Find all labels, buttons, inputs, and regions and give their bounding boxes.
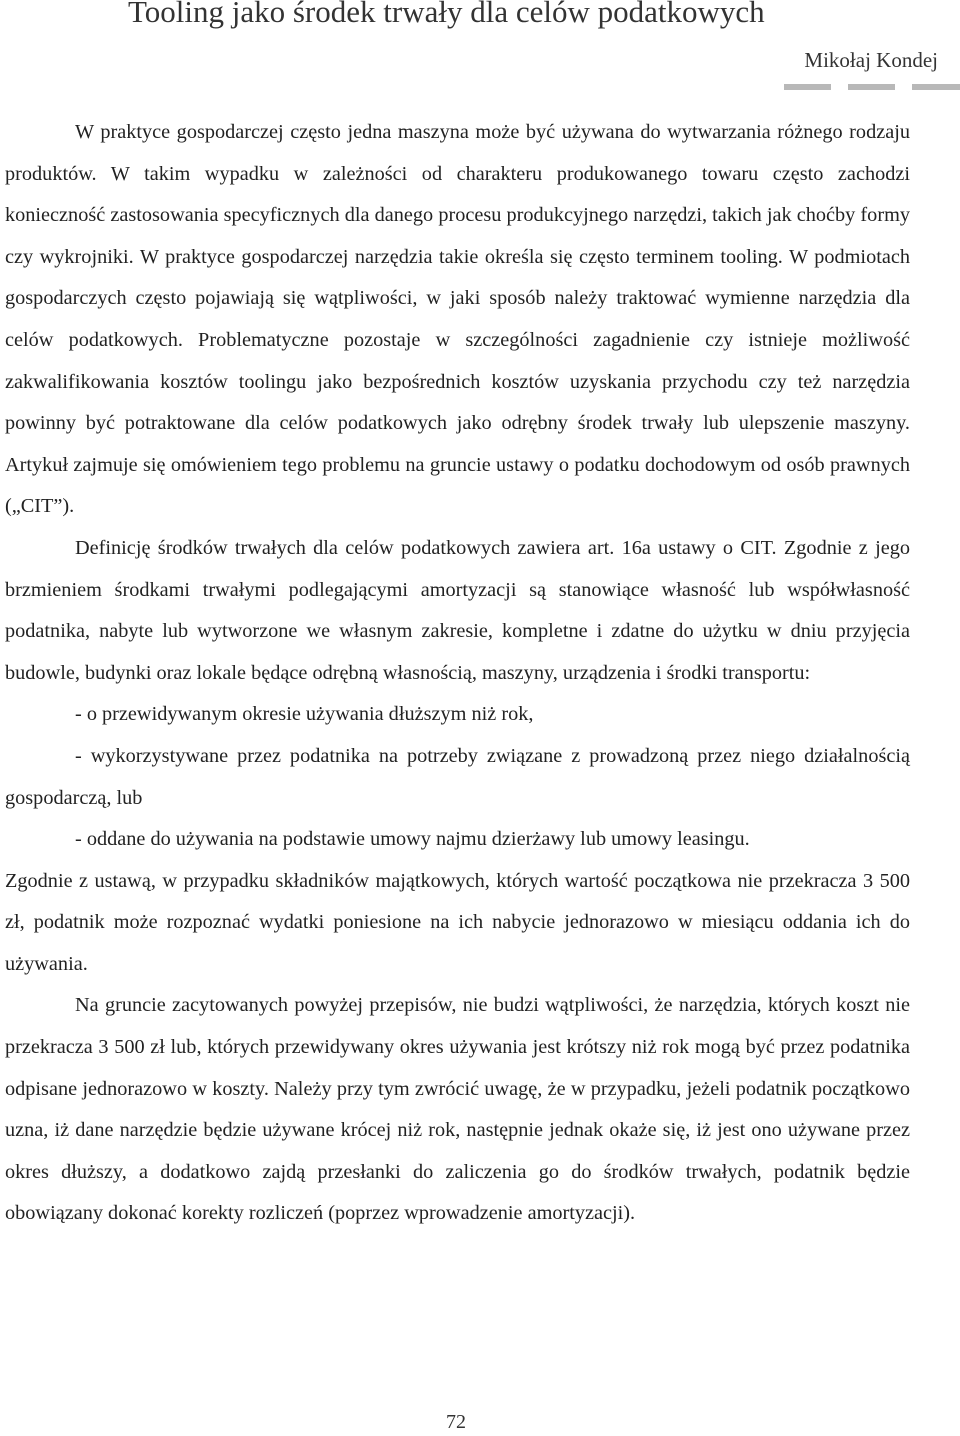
list-item-business-use: - wykorzystywane przez podatnika na potrzeby związane z prowadzoną przez niego działalnością gospodarczą, lub: [5, 744, 910, 809]
header-dashed-rule: [784, 84, 960, 92]
list-item-lease: - oddane do używania na podstawie umowy najmu dzierżawy lub umowy leasingu.: [75, 828, 750, 851]
paragraph-threshold: Zgodnie z ustawą, w przypadku składników majątkowych, których wartość początkowa nie przekracza 3 500 zł, podatnik może rozpoznać wydatki poniesione na ich nabycie jednorazowo w miesiącu oddania ich do używania.: [5, 869, 910, 975]
list-item-period: - o przewidywanym okresie używania dłuższym niż rok,: [75, 703, 534, 726]
paragraph-conclusion: Na gruncie zacytowanych powyżej przepisów, nie budzi wątpliwości, że narzędzia, których koszt nie przekracza 3 500 zł lub, których przewidywany okres używania jest krótszy niż rok mogą być przez podatnika odpisane jednorazowo w koszty. Należy przy tym zwrócić uwagę, że w przypadku, jeżeli podatnik początkowo uzna, iż dane narzędzie będzie używane krócej niż rok, następnie jednak okaże się, iż jest ono używane przez okres dłuższy, a dodatkowo zajdą przesłanki do zaliczenia go do środków trwałych, podatnik będzie obowiązany dokonać korekty rozliczeń (poprzez wprowadzenie amortyzacji).: [5, 994, 910, 1225]
paragraph-intro: W praktyce gospodarczej często jedna maszyna może być używana do wytwarzania różnego rodzaju produktów. W takim wypadku w zależności od charakteru produkowanego towaru często zachodzi konieczność zastosowania specyficznych dla danego procesu produkcyjnego narzędzi, takich jak choćby formy czy wykrojniki. W praktyce gospodarczej narzędzia takie określa się często terminem tooling. W podmiotach gospodarczych często pojawiają się wątpliwości, w jaki sposób należy traktować wymienne narzędzia dla celów podatkowych. Problematyczne pozostaje w szczególności zagadnienie czy istnieje możliwość zakwalifikowania kosztów toolingu jako bezpośrednich kosztów uzyskania przychodu czy też narzędzia powinny być potraktowane dla celów podatkowych jako odrębny środek trwały lub ulepszenie maszyny. Artykuł zajmuje się omówieniem tego problemu na gruncie ustawy o podatku dochodowym od osób prawnych („CIT”).: [5, 121, 910, 518]
article-body: [5, 112, 910, 1235]
author-name: Mikołaj Kondej: [804, 48, 938, 72]
page-number: 72: [446, 1411, 466, 1433]
paragraph-definition: Definicję środków trwałych dla celów podatkowych zawiera art. 16a ustawy o CIT. Zgodnie z jego brzmieniem środkami trwałymi podlegającymi amortyzacji są stanowiące własność lub współwłasność podatnika, nabyte lub wytworzone we własnym zakresie, kompletne i zdatne do użytku w dniu przyjęcia budowle, budynki oraz lokale będące odrębną własnością, maszyny, urządzenia i środki transportu:: [5, 536, 910, 684]
document-title: Tooling jako środek trwały dla celów podatkowych: [128, 0, 765, 29]
